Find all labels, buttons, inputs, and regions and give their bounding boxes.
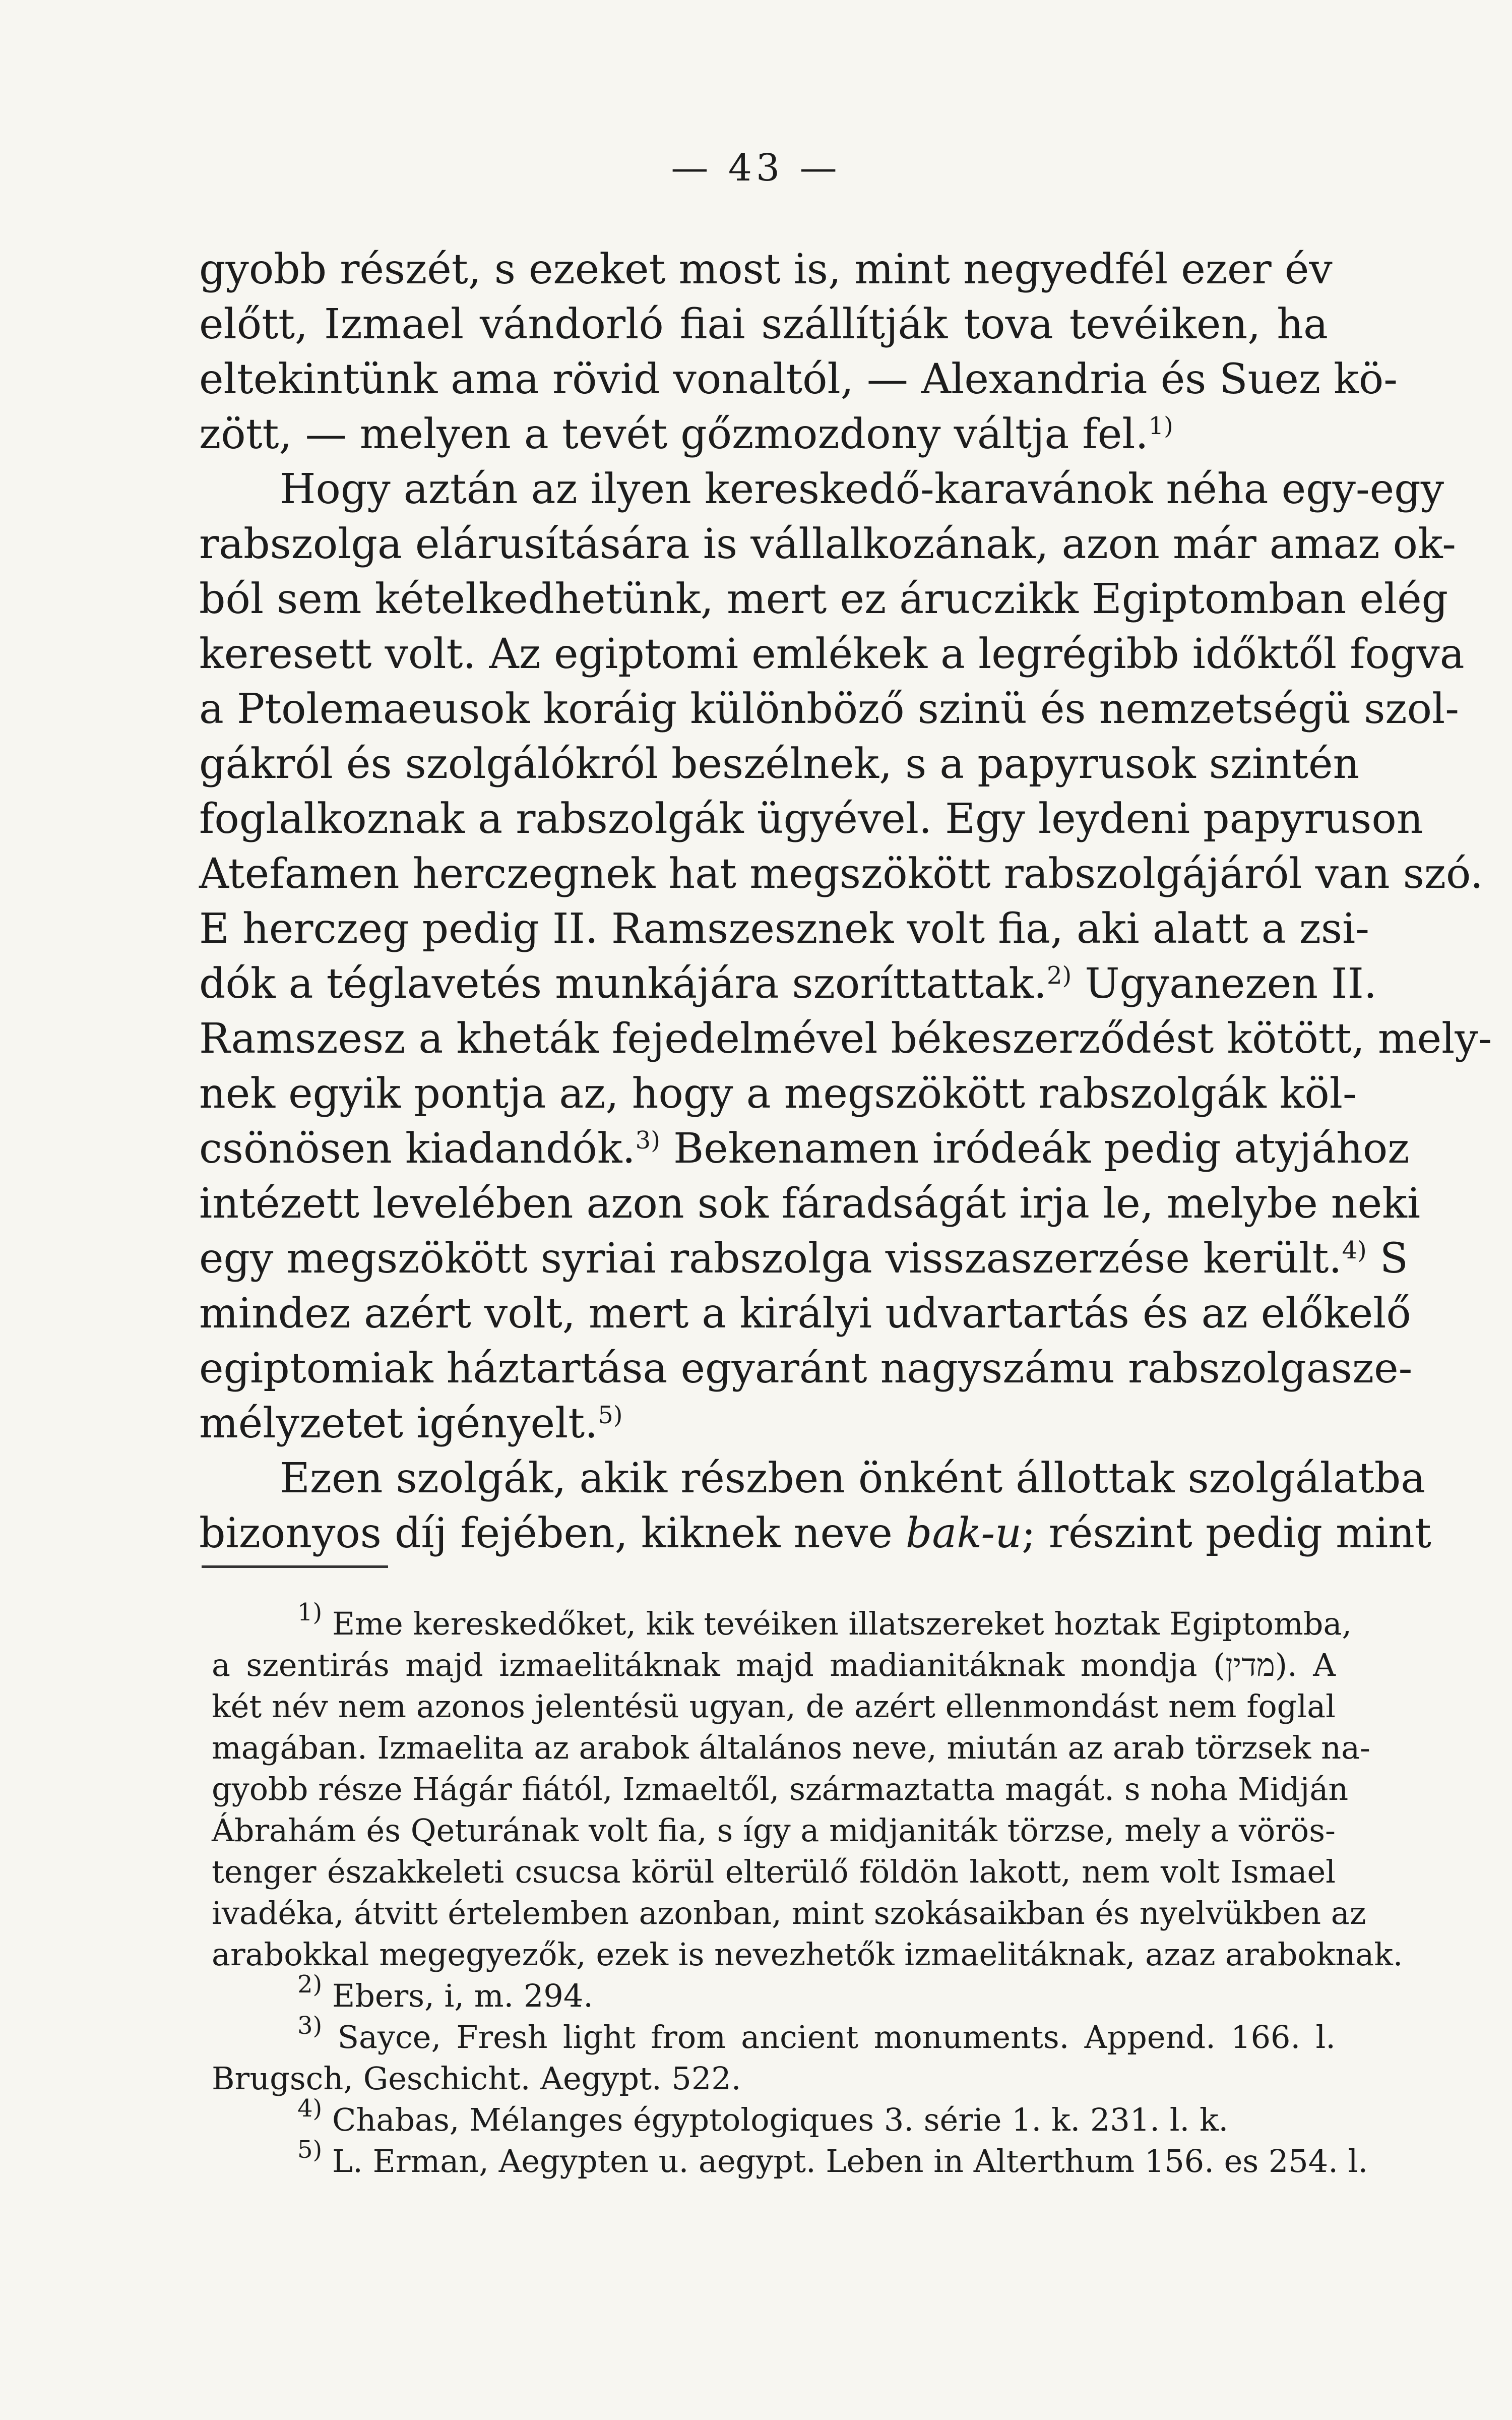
footnote-ref: 4) — [1342, 1236, 1367, 1264]
text-line: egiptomiak háztartása egyaránt nagyszámu rabszolgasze- — [199, 1345, 1413, 1393]
text-fragment: bizonyos díj fejében, kiknek neve — [199, 1509, 893, 1557]
text-fragment: S — [1379, 1235, 1408, 1283]
footnote-separator — [202, 1565, 388, 1568]
hebrew-word: מדין — [1225, 1647, 1275, 1683]
footnote-2 — [212, 1970, 1336, 2017]
text-line — [199, 1506, 1431, 1561]
footnote-text: Ebers, i, m. 294. — [332, 1977, 593, 2014]
footnote-text: L. Erman, Aegypten u. aegypt. Leben in Alterthum 156. es 254. l. — [332, 2143, 1368, 2180]
text-fragment: Ugyanezen II. — [1085, 960, 1377, 1008]
footnote-1 — [212, 1598, 1352, 1645]
footnote-line — [212, 1645, 1336, 1686]
footnote-mark: 2) — [297, 1970, 323, 1999]
paragraph-start: Ezen szolgák, akik részben önként állottak szolgálatba — [280, 1455, 1426, 1502]
text-line: E herczeg pedig II. Ramszesznek volt fia, aki alatt a zsi- — [199, 905, 1369, 953]
footnote-3 — [212, 2012, 1336, 2058]
text-line: Ramszesz a kheták fejedelmével békeszerződést kötött, mely- — [199, 1015, 1492, 1063]
text-line — [199, 1231, 1408, 1286]
text-line — [199, 956, 1377, 1011]
italic-term: bak-u — [905, 1509, 1022, 1557]
footnote-ref: 3) — [635, 1126, 660, 1155]
text-line: mindez azért volt, mert a királyi udvartartás és az előkelő — [199, 1290, 1411, 1338]
footnote-line: arabokkal megegyezők, ezek is nevezhetők izmaelitáknak, azaz araboknak. — [212, 1936, 1403, 1973]
footnote-line: ivadéka, átvitt értelemben azonban, mint szokásaikban és nyelvükben az — [212, 1895, 1366, 1931]
footnote-line: gyobb része Hágár fiától, Izmaeltől, származtatta magát. s noha Midján — [212, 1771, 1349, 1807]
text-fragment: Bekenamen iródeák pedig atyjához — [673, 1125, 1410, 1173]
footnote-text: Chabas, Mélanges égyptologiques 3. série 1. k. 231. l. k. — [332, 2101, 1229, 2138]
paragraph-start: Hogy aztán az ilyen kereskedő-karavánok néha egy-egy — [280, 465, 1444, 513]
text-line: gyobb részét, s ezeket most is, mint negyedfél ezer év — [199, 246, 1333, 293]
footnote-text: Eme kereskedőket, kik tevéiken illatszereket hoztak Egiptomba, — [332, 1605, 1352, 1642]
text-line: a Ptolemaeusok koráig különböző szinü és nemzetségü szol- — [199, 685, 1459, 733]
footnote-line: két név nem azonos jelentésü ugyan, de azért ellenmondást nem foglal — [212, 1688, 1336, 1725]
footnote-mark: 3) — [297, 2012, 323, 2040]
text-line: foglalkoznak a rabszolgák ügyével. Egy leydeni papyruson — [199, 795, 1423, 843]
footnote-mark: 4) — [297, 2094, 323, 2123]
footnote-line: magában. Izmaelita az arabok általános neve, miután az arab törzsek na- — [212, 1729, 1370, 1766]
footnote-text: a szentirás majd izmaelitáknak majd madianitáknak mondja ( — [212, 1647, 1226, 1683]
text-fragment: zött, — melyen a tevét gőzmozdony váltja fel. — [199, 410, 1149, 458]
footnote-4 — [212, 2094, 1336, 2141]
text-fragment: csönösen kiadandók. — [199, 1125, 636, 1173]
main-text — [199, 242, 1492, 1561]
text-line — [199, 407, 1328, 462]
text-fragment: mélyzetet igényelt. — [199, 1400, 598, 1447]
page-number: — 43 — — [671, 146, 841, 190]
footnote-line: Ábrahám és Qeturának volt fia, s így a midjaniták törzse, mely a vörös- — [212, 1812, 1336, 1849]
footnotes — [212, 1598, 1403, 2182]
footnote-line: Brugsch, Geschicht. Aegypt. 522. — [212, 2060, 741, 2097]
footnote-ref: 5) — [598, 1401, 623, 1429]
footnote-text: ). A — [1275, 1647, 1336, 1683]
text-line: intézett levelében azon sok fáradságát irja le, melybe neki — [199, 1180, 1421, 1228]
text-line: Atefamen herczegnek hat megszökött rabszolgájáról van szó. — [199, 850, 1483, 898]
footnote-ref: 1) — [1148, 412, 1173, 440]
text-line: rabszolga elárusítására is vállalkozának, azon már amaz ok- — [199, 520, 1456, 568]
footnote-mark: 5) — [297, 2136, 323, 2164]
text-line: keresett volt. Az egiptomi emlékek a legrégibb időktől fogva — [199, 630, 1465, 678]
footnote-mark: 1) — [297, 1598, 323, 1626]
footnote-text: Sayce, Fresh light from ancient monuments. Append. 166. l. — [337, 2019, 1336, 2055]
text-line: gákról és szolgálókról beszélnek, s a papyrusok szintén — [199, 740, 1360, 788]
footnote-ref: 2) — [1046, 961, 1072, 990]
footnote-5 — [212, 2136, 1368, 2182]
text-line: eltekintünk ama rövid vonaltól, — Alexandria és Suez kö- — [199, 355, 1398, 403]
text-line — [199, 1396, 1328, 1451]
text-line: előtt, Izmael vándorló fiai szállítják tova tevéiken, ha — [199, 300, 1328, 348]
text-line: nek egyik pontja az, hogy a megszökött rabszolgák köl- — [199, 1070, 1357, 1118]
text-fragment: ; részint pedig mint — [1022, 1509, 1431, 1557]
text-line: ból sem kételkedhetünk, mert ez áruczikk Egiptomban elég — [199, 575, 1448, 623]
footnote-line: tenger északkeleti csucsa körül elterülő földön lakott, nem volt Ismael — [212, 1853, 1336, 1890]
text-line — [199, 1121, 1410, 1176]
text-fragment: dók a téglavetés munkájára szoríttattak. — [199, 960, 1047, 1008]
text-fragment: egy megszökött syriai rabszolga visszaszerzése került. — [199, 1235, 1342, 1283]
